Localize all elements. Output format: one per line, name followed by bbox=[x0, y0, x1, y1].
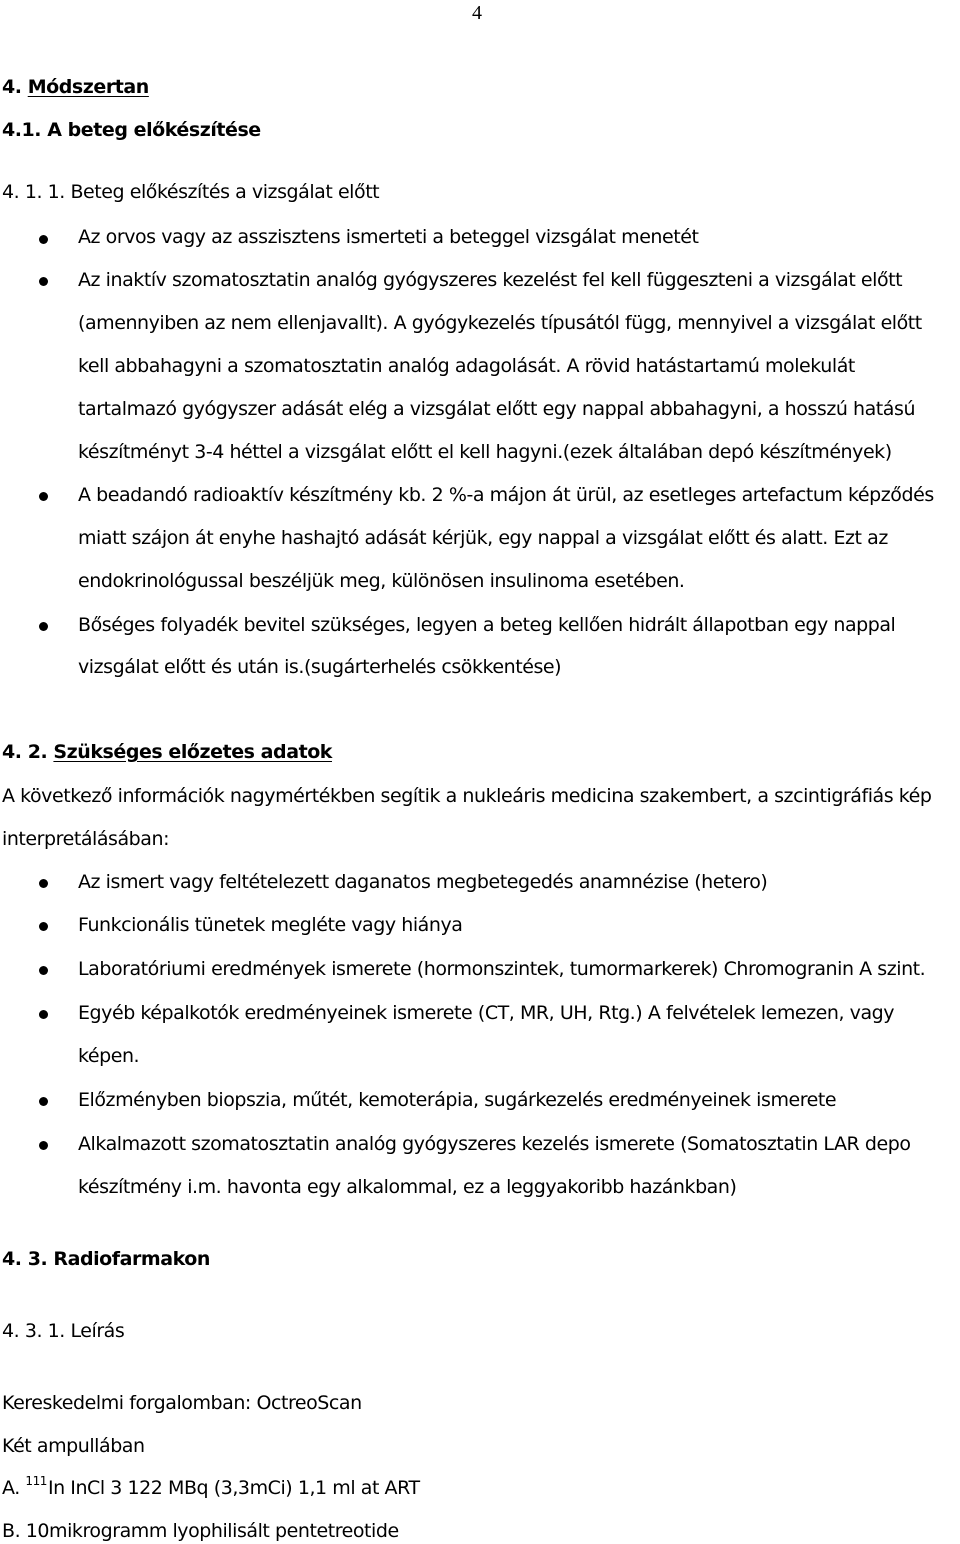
prep-bullet-3-line-3: endokrinológussal beszéljük meg, különösen insulinoma esetében. bbox=[78, 570, 685, 592]
subsection-heading-4-1: 4.1. A beteg előkészítése bbox=[2, 119, 261, 141]
subsubsection-heading-4-3-1: 4. 3. 1. Leírás bbox=[2, 1320, 125, 1342]
prep-bullet-1-line-1: Az orvos vagy az asszisztens ismerteti a beteggel vizsgálat menetét bbox=[78, 226, 699, 248]
section-title: Módszertan bbox=[27, 76, 149, 98]
bullet-icon bbox=[39, 966, 48, 975]
bullet-icon bbox=[39, 922, 48, 931]
ampoule-a-prefix: A. bbox=[2, 1477, 26, 1499]
bullet-icon bbox=[39, 879, 48, 888]
subsection-heading-4-2 bbox=[2, 741, 332, 763]
page-number: 4 bbox=[472, 2, 482, 24]
prep-bullet-2-line-2: (amennyiben az nem ellenjavallt). A gyógykezelés típusától függ, mennyivel a vizsgálat előtt bbox=[78, 312, 922, 334]
subsection-heading-4-3: 4. 3. Radiofarmakon bbox=[2, 1248, 210, 1270]
section-heading-4 bbox=[2, 76, 149, 98]
prep-bullet-2-line-3: kell abbahagyni a szomatosztatin analóg adagolását. A rövid hatástartamú molekulát bbox=[78, 355, 855, 377]
prep-bullet-4-line-2: vizsgálat előtt és után is.(sugárterhelés csökkentése) bbox=[78, 656, 562, 678]
section-number: 4. 2. bbox=[2, 741, 48, 763]
ampoule-a-content: In InCl 3 122 MBq (3,3mCi) 1,1 ml at ART bbox=[47, 1477, 420, 1499]
data-bullet-1: Az ismert vagy feltételezett daganatos megbetegedés anamnézise (hetero) bbox=[78, 871, 768, 893]
subsubsection-heading-4-1-1: 4. 1. 1. Beteg előkészítés a vizsgálat előtt bbox=[2, 181, 380, 203]
prep-bullet-4-line-1: Bőséges folyadék bevitel szükséges, legyen a beteg kellően hidrált állapotban egy nappal bbox=[78, 614, 896, 636]
isotope-mass-number: 111 bbox=[25, 1474, 47, 1488]
data-bullet-5: Előzményben biopszia, műtét, kemoterápia, sugárkezelés eredményeinek ismerete bbox=[78, 1089, 837, 1111]
data-bullet-4-line-2: képen. bbox=[78, 1045, 140, 1067]
bullet-icon bbox=[39, 622, 48, 631]
section-number: 4. bbox=[2, 76, 22, 98]
bullet-icon bbox=[39, 1010, 48, 1019]
data-bullet-3: Laboratóriumi eredmények ismerete (hormonszintek, tumormarkerek) Chromogranin A szint. bbox=[78, 958, 926, 980]
ampoule-a bbox=[2, 1474, 420, 1501]
data-bullet-6-line-2: készítmény i.m. havonta egy alkalommal, ez a leggyakoribb hazánkban) bbox=[78, 1176, 737, 1198]
data-bullet-6-line-1: Alkalmazott szomatosztatin analóg gyógyszeres kezelés ismerete (Somatosztatin LAR depo bbox=[78, 1133, 911, 1155]
prep-bullet-2-line-5: készítményt 3-4 héttel a vizsgálat előtt el kell hagyni.(ezek általában depó készítmények) bbox=[78, 441, 892, 463]
prep-bullet-2-line-1: Az inaktív szomatosztatin analóg gyógyszeres kezelést fel kell függeszteni a vizsgálat előtt bbox=[78, 269, 903, 291]
intro-4-2-line-1: A következő információk nagymértékben segítik a nukleáris medicina szakembert, a szcintigráfiás kép bbox=[2, 785, 932, 807]
prep-bullet-3-line-1: A beadandó radioaktív készítmény kb. 2 %-a májon át ürül, az esetleges artefactum képződés bbox=[78, 484, 934, 506]
bullet-icon bbox=[39, 235, 48, 244]
intro-4-2-line-2: interpretálásában: bbox=[2, 828, 170, 850]
prep-bullet-3-line-2: miatt szájon át enyhe hashajtó adását kérjük, egy nappal a vizsgálat előtt és alatt. Ezt az bbox=[78, 527, 888, 549]
data-bullet-2: Funkcionális tünetek megléte vagy hiánya bbox=[78, 914, 463, 936]
prep-bullet-2-line-4: tartalmazó gyógyszer adását elég a vizsgálat előtt egy nappal abbahagyni, a hosszú hatású bbox=[78, 398, 916, 420]
ampoules-text: Két ampullában bbox=[2, 1435, 145, 1457]
bullet-icon bbox=[39, 492, 48, 501]
bullet-icon bbox=[39, 1141, 48, 1150]
bullet-icon bbox=[39, 277, 48, 286]
ampoule-b: B. 10mikrogramm lyophilisált pentetreotide bbox=[2, 1520, 399, 1542]
data-bullet-4-line-1: Egyéb képalkotók eredményeinek ismerete (CT, MR, UH, Rtg.) A felvételek lemezen, vagy bbox=[78, 1002, 895, 1024]
commercial-name: Kereskedelmi forgalomban: OctreoScan bbox=[2, 1392, 362, 1414]
section-title: Szükséges előzetes adatok bbox=[53, 741, 332, 763]
bullet-icon bbox=[39, 1097, 48, 1106]
